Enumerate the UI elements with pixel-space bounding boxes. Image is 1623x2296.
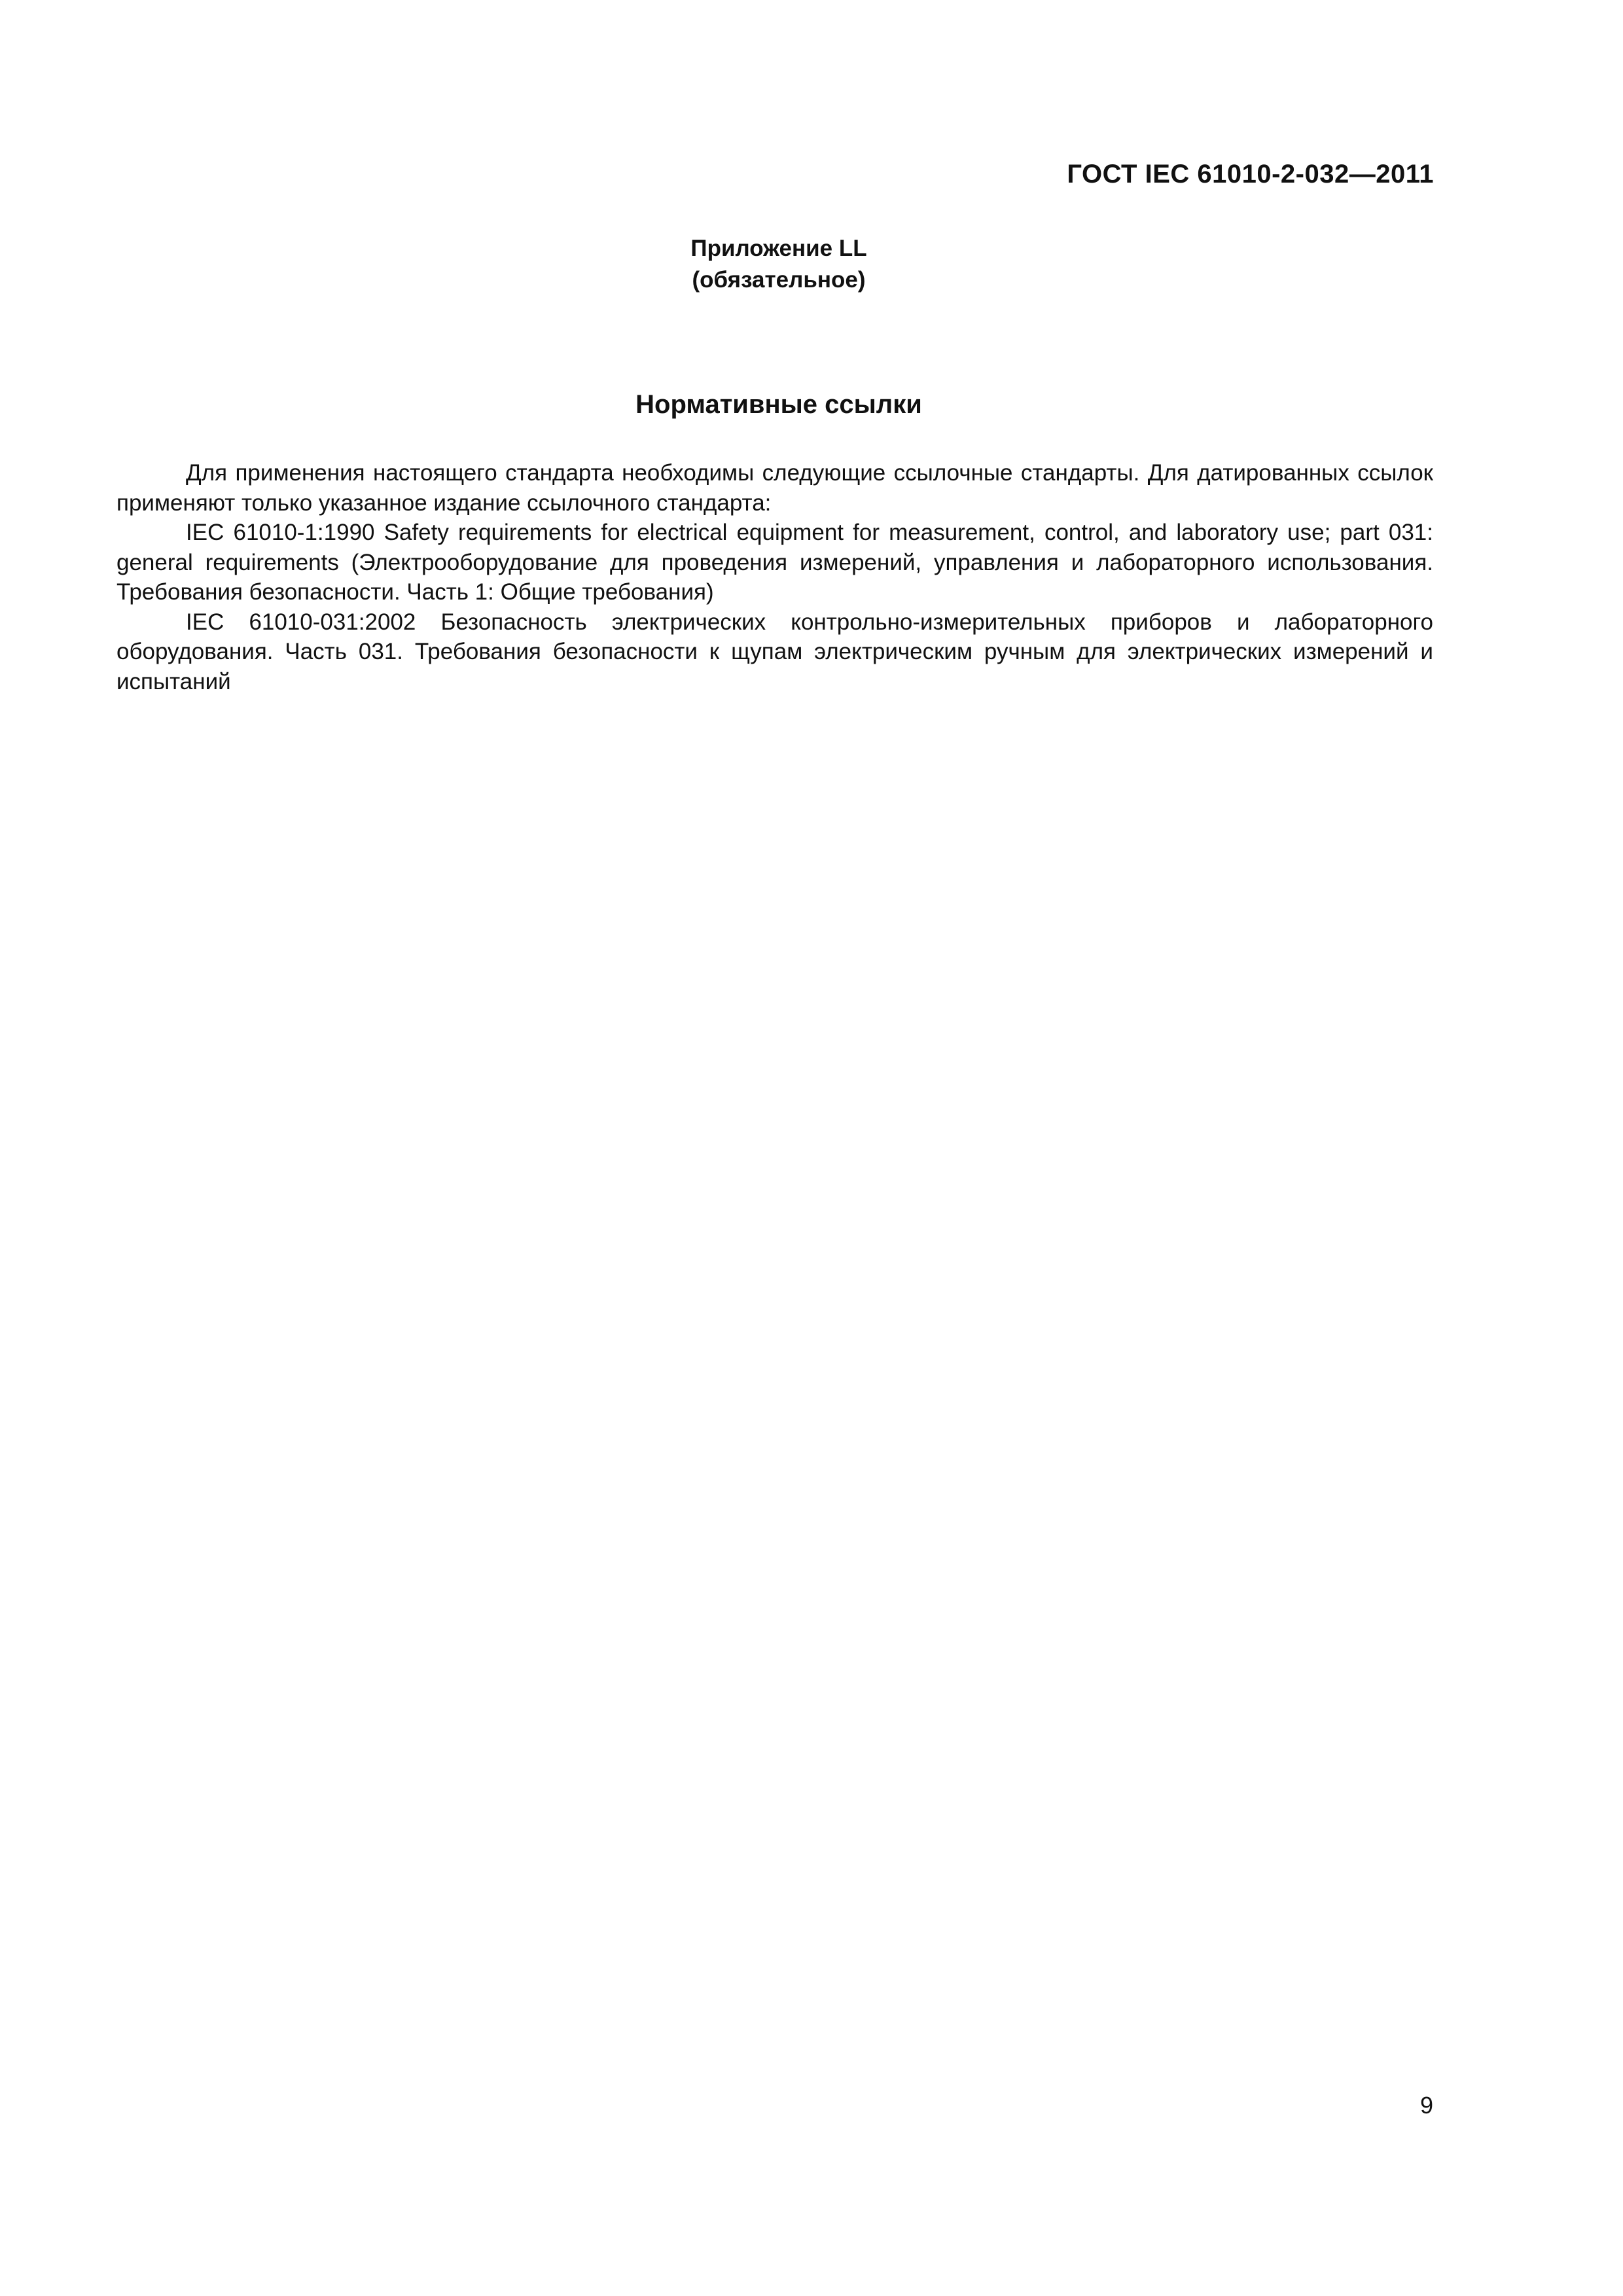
reference-item-iec-61010-031: IEC 61010-031:2002 Безопасность электрических контрольно-измерительных приборов и лабораторного оборудования. Часть 031. Требования безопасности к щупам электрическим ручным для электрических измерений и испытаний [116,609,1433,694]
annex-title: Приложение LL [690,236,867,261]
document-code-header: ГОСТ IEC 61010-2-032—2011 [1067,160,1434,188]
section-title: Нормативные ссылки [635,390,922,419]
body-text [116,458,1433,696]
annex-heading [0,233,1558,296]
annex-status: (обязательное) [692,267,866,293]
reference-item-iec-61010-1: IEC 61010-1:1990 Safety requirements for electrical equipment for measurement, control, and laboratory use; part 031: general requirements (Электрооборудование для проведения измерений, управления и лабораторного использования. Требования безопасности. Часть 1: Общие требования) [116,520,1433,605]
page-number: 9 [1419,2092,1433,2119]
intro-paragraph: Для применения настоящего стандарта необходимы следующие ссылочные стандарты. Для датированных ссылок применяют только указанное издание ссылочного стандарта: [116,460,1433,516]
